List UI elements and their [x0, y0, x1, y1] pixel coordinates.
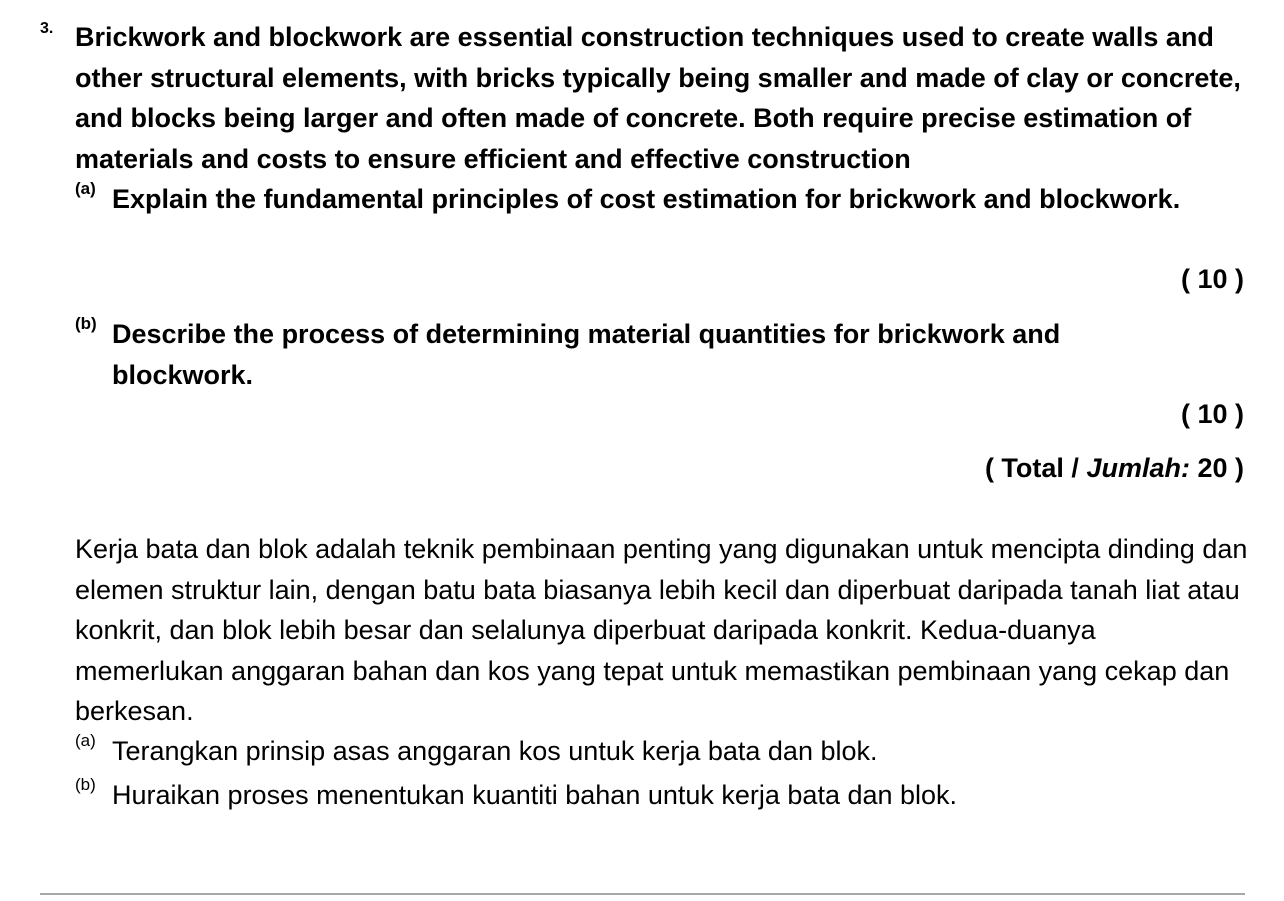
total-prefix: ( Total /: [984, 453, 1087, 483]
part-b-malay: [75, 775, 1195, 816]
part-b-english: [75, 314, 1195, 395]
total-value: 20 ): [1189, 453, 1244, 483]
part-a-marks: ( 10 ): [1180, 264, 1244, 294]
part-a-malay: [75, 731, 1195, 772]
part-b-letter: (b): [75, 314, 97, 333]
part-b-malay-letter: (b): [75, 775, 96, 794]
part-a-malay-letter: (a): [75, 731, 96, 750]
part-a-letter: (a): [75, 179, 96, 198]
question-stem-english: Brickwork and blockwork are essential construction techniques used to create walls and other structural elements, with bricks typically being smaller and made of clay or concrete, and blocks being larger and often made of concrete. Both require precise estimation of materials and costs to ensure efficient and effective construction: [75, 22, 1241, 174]
part-a-text: Explain the fundamental principles of cost estimation for brickwork and blockwork.: [112, 184, 1181, 214]
footer-divider: [40, 893, 1245, 895]
part-a-english: [75, 179, 1195, 220]
question-stem-malay: Kerja bata dan blok adalah teknik pembinaan penting yang digunakan untuk mencipta dinding dan elemen struktur lain, dengan batu bata biasanya lebih kecil dan diperbuat daripada tanah liat atau konkrit, dan blok lebih besar dan selalunya diperbuat daripada konkrit. Kedua-duanya memerlukan anggaran bahan dan kos yang tepat untuk memastikan pembinaan yang cekap dan berkesan.: [75, 534, 1248, 727]
part-b-text: Describe the process of determining material quantities for brickwork and blockwork.: [112, 319, 1061, 390]
total-marks: [985, 453, 1244, 484]
part-a-malay-text: Terangkan prinsip asas anggaran kos untuk kerja bata dan blok.: [112, 736, 878, 766]
total-label-malay: Jumlah:: [1086, 453, 1190, 483]
question-number: 3.: [40, 20, 54, 37]
part-b-malay-text: Huraikan proses menentukan kuantiti bahan untuk kerja bata dan blok.: [112, 780, 958, 810]
part-b-marks: ( 10 ): [1180, 399, 1244, 429]
